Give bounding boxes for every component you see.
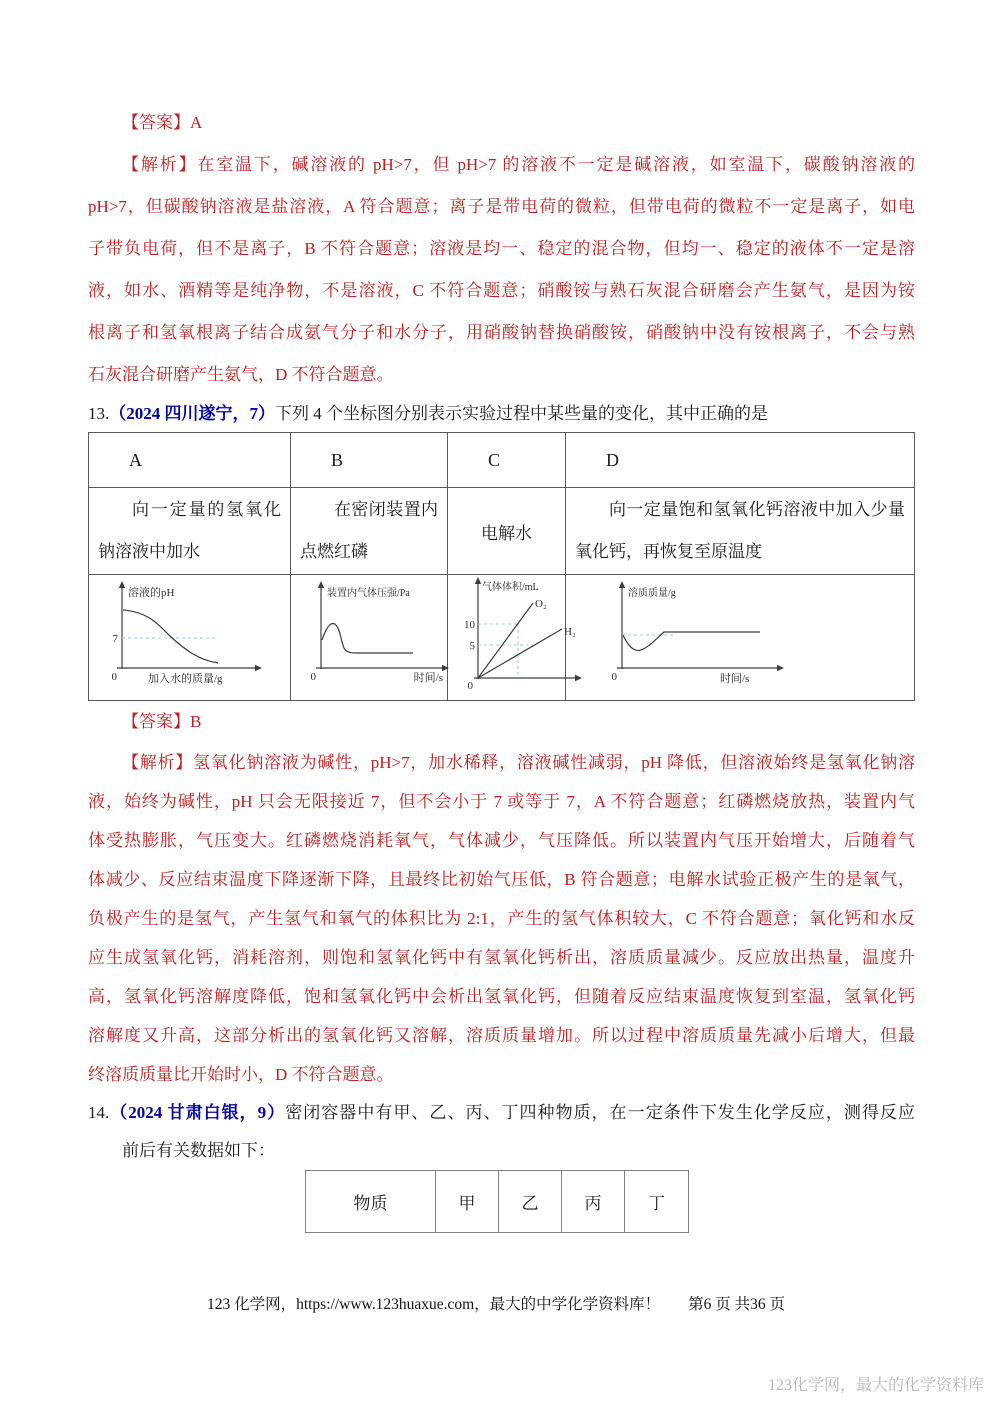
graph-b [291,578,461,692]
explanation-line: 体受热膨胀，气压变大。红磷燃烧消耗氧气，气体减少，气压降低。所以装置内气压开始增大，后随着气 [88,831,915,850]
graph-b-ylabel: 装置内气体压强/Pa [327,588,410,599]
answer-value: A [190,113,203,132]
option-graph-c-cell [448,575,576,701]
option-desc-c: 电解水 [448,488,566,575]
explanation-13 [88,743,915,1094]
explanation-line: 高，氢氧化钙溶解度降低，饱和氢氧化钙中会析出氢氧化钙，但随着反应结束温度恢复到室温，氢氧化钙 [88,987,915,1006]
question-number: 14. [88,1103,110,1122]
option-header-b: B [291,433,448,488]
options-graph-row [89,575,915,701]
question-13 [88,396,915,432]
option-desc-a [89,488,291,575]
data-table-header-substance: 物质 [306,1171,436,1233]
explanation-line: 石灰混合研磨产生氨气，D 不符合题意。 [88,365,394,384]
explanation-line: 应生成氢氧化钙，消耗溶剂，则饱和氢氧化钙中有氢氧化钙析出，溶质质量减少。反应放出热量，温度升 [88,948,915,967]
question-14 [88,1094,915,1132]
graph-c-h2-label: H₂ [564,626,576,638]
explanation-line: 终溶质质量比开始时小，D 不符合题意。 [88,1065,394,1084]
answer-12-line [88,102,915,144]
option-desc-a-text: 向一定量的氢氧化钠溶液中加水 [98,500,281,561]
page-footer [0,1292,992,1314]
answer-value: B [190,712,202,731]
graph-c-h2-line [478,629,562,678]
page-content [88,0,915,1233]
graph-d-curve [623,632,760,650]
option-header-c: C [448,433,566,488]
graph-c [448,575,588,695]
graph-a [90,578,290,692]
footer-site-text: 123 化学网，https://www.123huaxue.com，最大的中学化学资料库！ [206,1296,661,1313]
question-14-data-table [305,1170,689,1233]
graph-b-curve [322,624,413,653]
explanation-line: 【解析】氢氧化钠溶液为碱性，pH>7，加水稀释，溶液碱性减弱，pH 降低，但溶液始终是氢氧化钠溶 [122,753,915,772]
explanation-line: pH>7，但碳酸钠溶液是盐溶液，A 符合题意；离子是带电荷的微粒，但带电荷的微粒不一定是离子，如电 [88,197,915,216]
options-header-row [89,433,915,488]
graph-a-ytick-7: 7 [112,633,118,645]
option-desc-b [291,488,448,575]
graph-c-origin: 0 [467,680,473,692]
graph-a-curve [123,610,218,663]
graph-d [592,578,802,692]
graph-c-ylabel: 气体体积/mL [482,582,539,593]
data-table-header-bing: 丙 [562,1171,625,1233]
graph-c-o2-label: O₂ [535,598,547,610]
graph-d-origin: 0 [611,671,617,683]
data-table-header-yi: 乙 [499,1171,562,1233]
footer-page-info: 第6 页 共36 页 [688,1296,786,1313]
graph-b-xlabel: 时间/s [413,672,443,684]
graph-a-xlabel: 加入水的质量/g [147,673,223,685]
option-graph-a-cell [89,575,291,701]
graph-a-origin: 0 [111,671,117,683]
data-table-header-jia: 甲 [436,1171,499,1233]
graph-d-ylabel: 溶质质量/g [628,588,676,599]
answer-label: 【答案】 [122,113,190,132]
option-header-d: D [566,433,915,488]
explanation-line: 【解析】在室温下，碱溶液的 pH>7，但 pH>7 的溶液不一定是碱溶液，如室温下，碳酸钠溶液的 [122,155,915,174]
option-header-a: A [89,433,291,488]
question-text: 密闭容器中有甲、乙、丙、丁四种物质，在一定条件下发生化学反应，测得反应 [285,1103,915,1122]
question-13-options-table [88,432,915,701]
question-source: （2024 甘肃白银，9） [109,1103,286,1122]
data-table-header-row [306,1171,689,1233]
option-desc-d-text: 向一定量饱和氢氧化钙溶液中加入少量氧化钙，再恢复至原温度 [575,500,905,561]
option-desc-d [566,488,915,575]
option-graph-b-cell [291,575,448,701]
explanation-line: 溶解度又升高，这部分析出的氢氧化钙又溶解，溶质质量增加。所以过程中溶质质量先减小后增大，但最 [88,1026,915,1045]
option-desc-b-text: 在密闭装置内点燃红磷 [300,500,438,561]
option-graph-d-cell [566,575,915,701]
explanation-line: 液，始终为碱性，pH 只会无限接近 7，但不会小于 7 或等于 7，A 不符合题意；红磷燃烧放热，装置内气 [88,792,915,811]
explanation-line: 负极产生的是氢气，产生氢气和氧气的体积比为 2:1，产生的氢气体积较大，C 不符合题意；氧化钙和水反 [88,909,915,928]
data-table-header-ding: 丁 [625,1171,689,1233]
graph-d-xlabel: 时间/s [720,673,750,685]
graph-c-ytick-10: 10 [464,619,475,631]
graph-c-o2-line [478,603,533,678]
graph-c-ytick-5: 5 [469,640,475,652]
explanation-line: 子带负电荷，但不是离子，B 不符合题意；溶液是均一、稳定的混合物，但均一、稳定的液体不一定是溶 [88,239,915,258]
explanation-line: 体减少、反应结束温度下降逐渐下降，且最终比初始气压低，B 符合题意；电解水试验正极产生的是氧气， [88,870,915,889]
graph-a-ylabel: 溶液的pH [127,587,174,599]
question-number: 13. [88,404,110,423]
question-text: 下列 4 个坐标图分别表示实验过程中某些量的变化，其中正确的是 [275,404,768,423]
answer-13-line [88,701,915,743]
options-description-row [89,488,915,575]
question-source: （2024 四川遂宁，7） [109,404,275,423]
answer-label: 【答案】 [122,712,190,731]
corner-watermark: 123化学网，最大的化学资料库 [767,1377,984,1394]
question-14-line2: 前后有关数据如下： [122,1141,275,1160]
graph-b-origin: 0 [310,671,316,683]
explanation-12 [88,144,915,396]
explanation-line: 液，如水、酒精等是纯净物，不是溶液，C 不符合题意；硝酸铵与熟石灰混合研磨会产生氨气，是因为铵 [88,281,915,300]
explanation-line: 根离子和氢氧根离子结合成氨气分子和水分子，用硝酸钠替换硝酸铵，硝酸钠中没有铵根离子，不会与熟 [88,323,915,342]
